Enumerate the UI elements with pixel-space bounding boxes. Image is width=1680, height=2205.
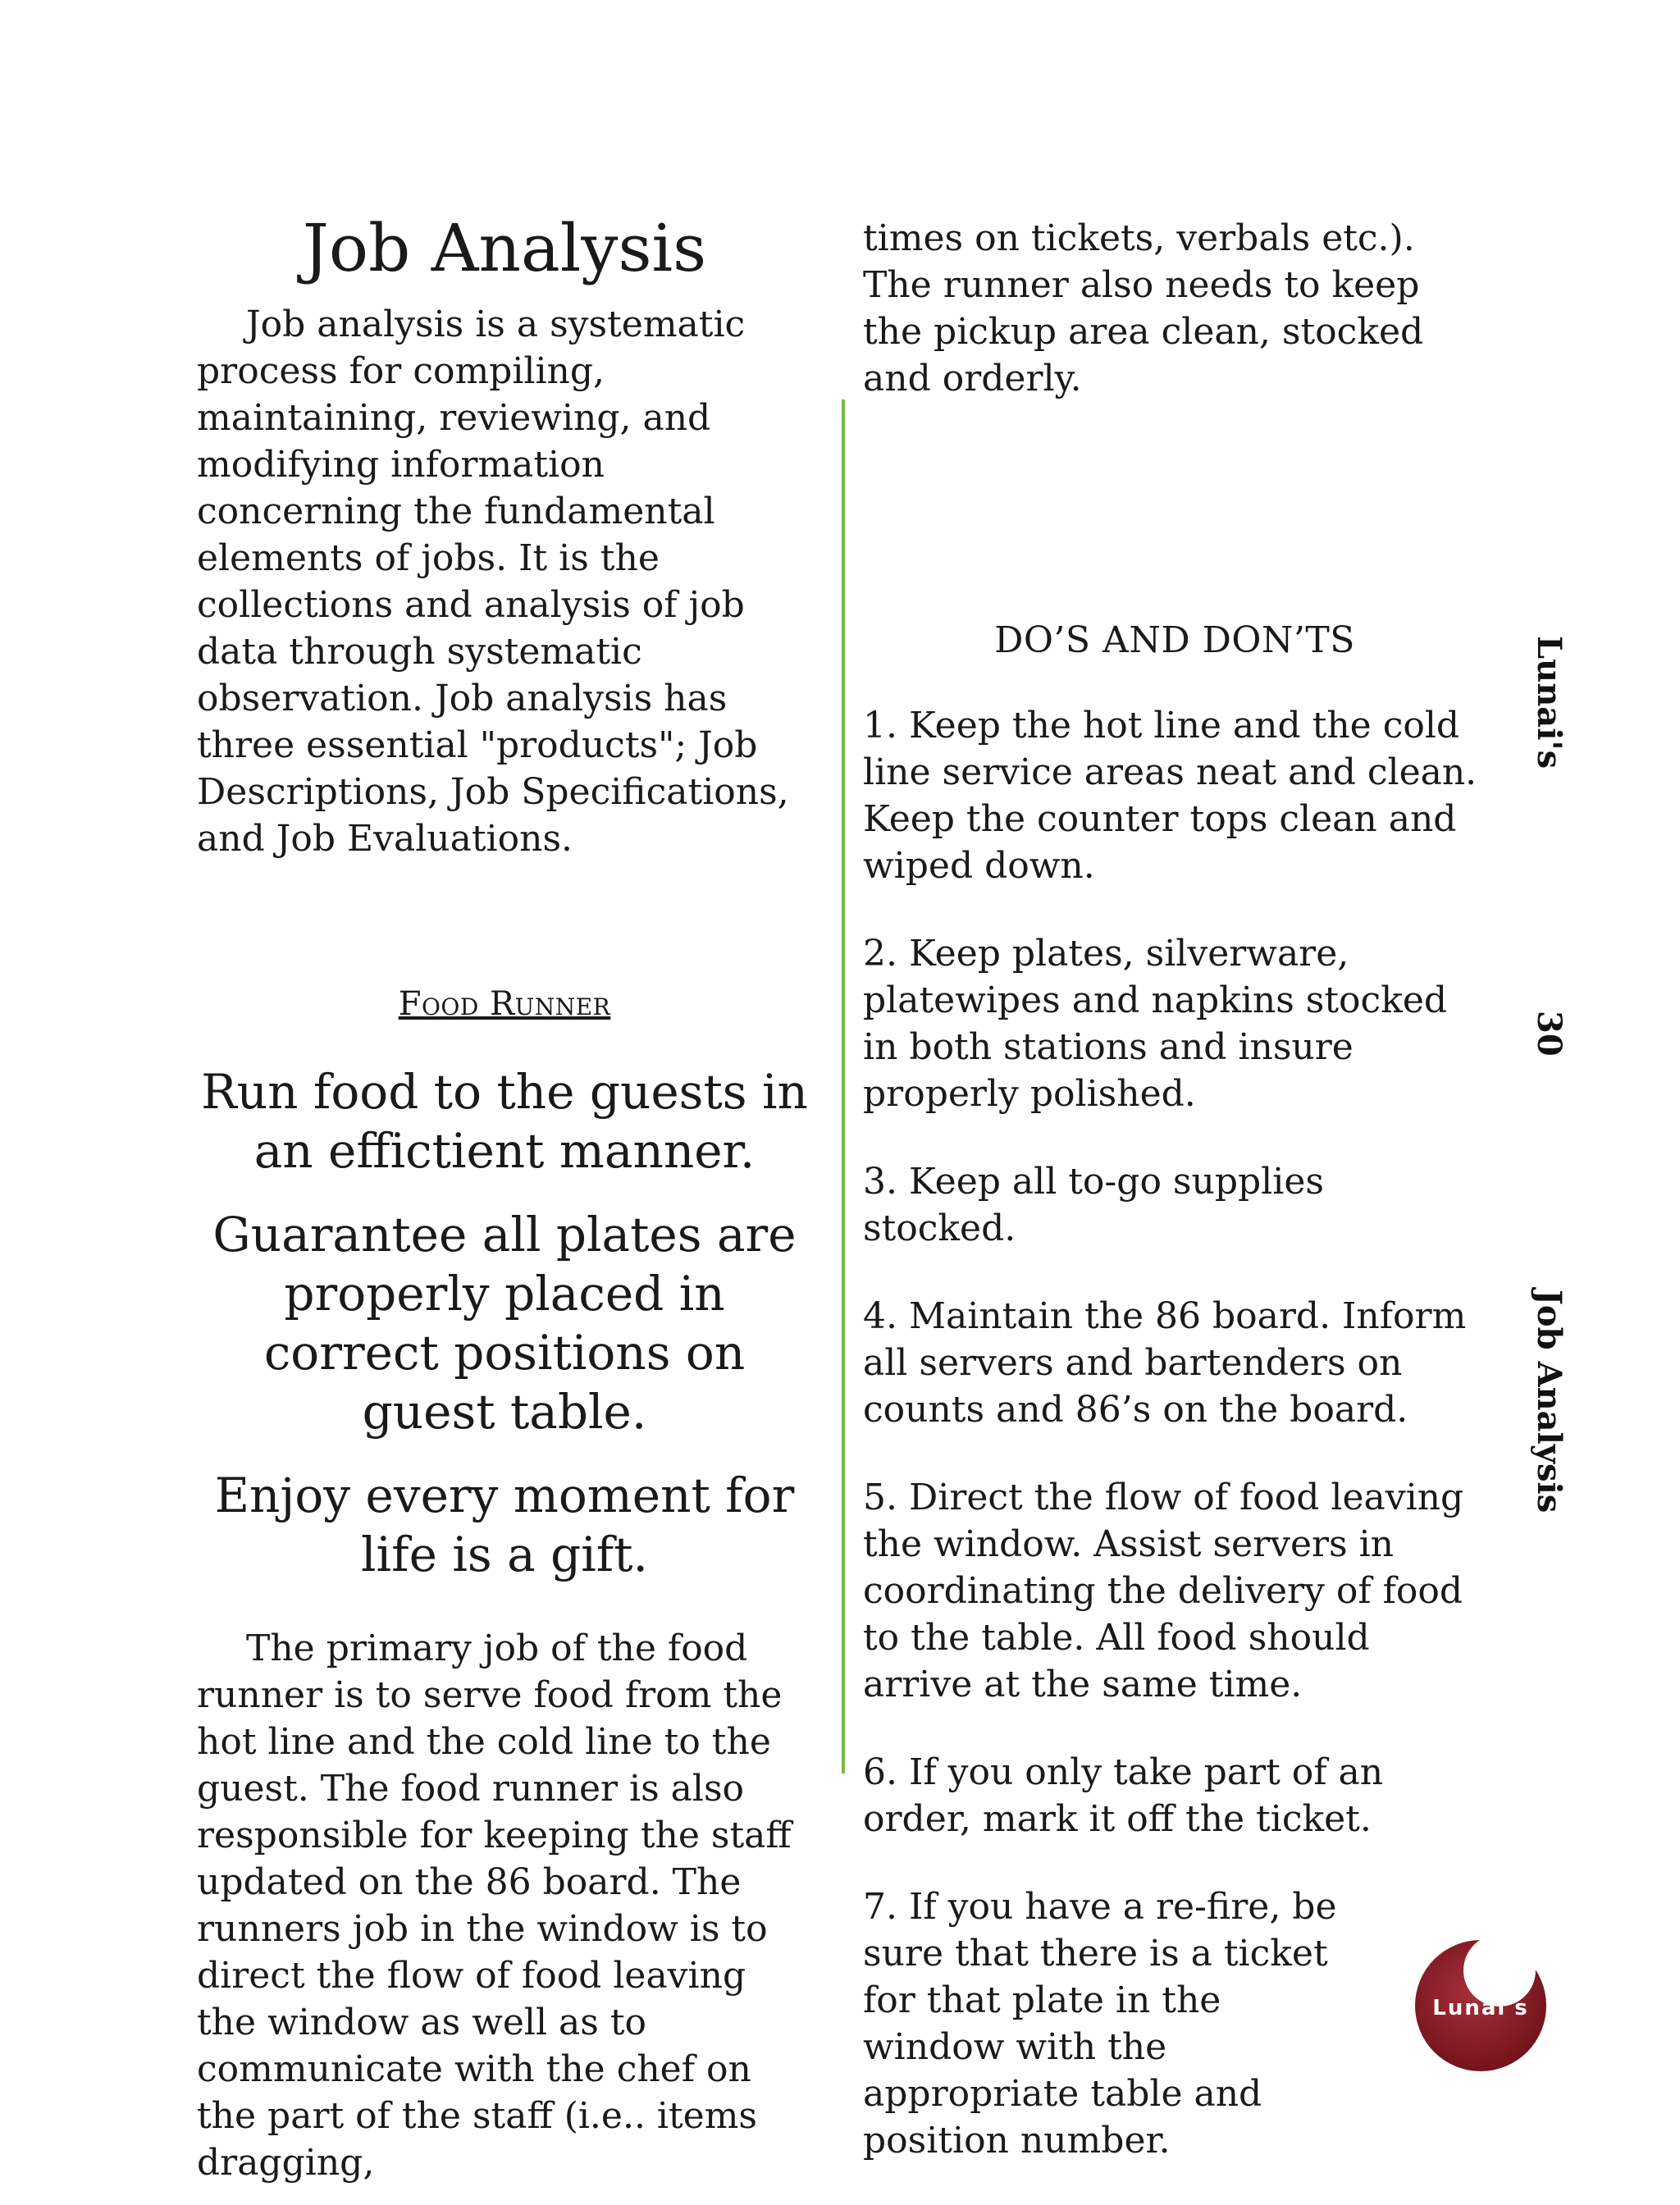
rule-item: 7. If you have a re-fire, be sure that there is a ticket for that plate in the window with the appropriate table and position number. — [863, 1886, 1337, 2162]
sidebar-brand: Lunai's — [1530, 636, 1568, 769]
continuation-paragraph: times on tickets, verbals etc.). The runner also needs to keep the pickup area clean, stocked and orderly. — [863, 217, 1424, 399]
left-column — [197, 209, 812, 2186]
rule-item: 5. Direct the flow of food leaving the window. Assist servers in coordinating the delivery of food to the table. All food should arrive at the same time. — [863, 1477, 1464, 1705]
sidebar-page-number: 30 — [1530, 1011, 1568, 1057]
right-column — [863, 215, 1486, 2205]
intro-paragraph: Job analysis is a systematic process for compiling, maintaining, reviewing, and modifying information concerning the fundamental elements of jobs. It is the collections and analysis of job data through systematic observation. Job analysis has three essential "products"; Job Descriptions, Job Specifications, and Job Evaluations. — [197, 304, 789, 860]
page-title: Job Analysis — [302, 210, 707, 286]
rule-item: 4. Maintain the 86 board. Inform all servers and bartenders on counts and 86’s on the board. — [863, 1295, 1467, 1431]
lunais-logo-icon — [1403, 1920, 1559, 2075]
sidebar-section: Job Analysis — [1530, 1290, 1568, 1513]
food-runner-heading: Food Runner — [398, 985, 611, 1023]
rule-item: 1. Keep the hot line and the cold line service areas neat and clean. Keep the counter tops clean and wiped down. — [863, 705, 1477, 887]
rule-item: 6. If you only take part of an order, mark it off the ticket. — [863, 1751, 1384, 1840]
dos-and-donts-heading: DO’S AND DON’TS — [994, 619, 1355, 661]
rule-item: 2. Keep plates, silverware, platewipes and napkins stocked in both stations and insure properly polished. — [863, 933, 1448, 1115]
column-divider — [842, 399, 845, 1774]
logo-text: Lunai's — [1432, 1996, 1529, 2020]
rule-item: 3. Keep all to-go supplies stocked. — [863, 1161, 1324, 1249]
primary-job-paragraph: The primary job of the food runner is to serve food from the hot line and the cold line to the guest. The food runner is also responsible for keeping the staff updated on the 86 board. The runners job in the window is to direct the flow of food leaving the window as well as to communicate with the chef on the part of the staff (i.e.. items dragging, — [197, 1628, 792, 2184]
highlight-statement: Guarantee all plates are properly placed in correct positions on guest table. — [212, 1207, 797, 1440]
highlight-statement: Enjoy every moment for life is a gift. — [214, 1468, 795, 1582]
highlight-statement: Run food to the guests in an effictient manner. — [201, 1064, 808, 1179]
